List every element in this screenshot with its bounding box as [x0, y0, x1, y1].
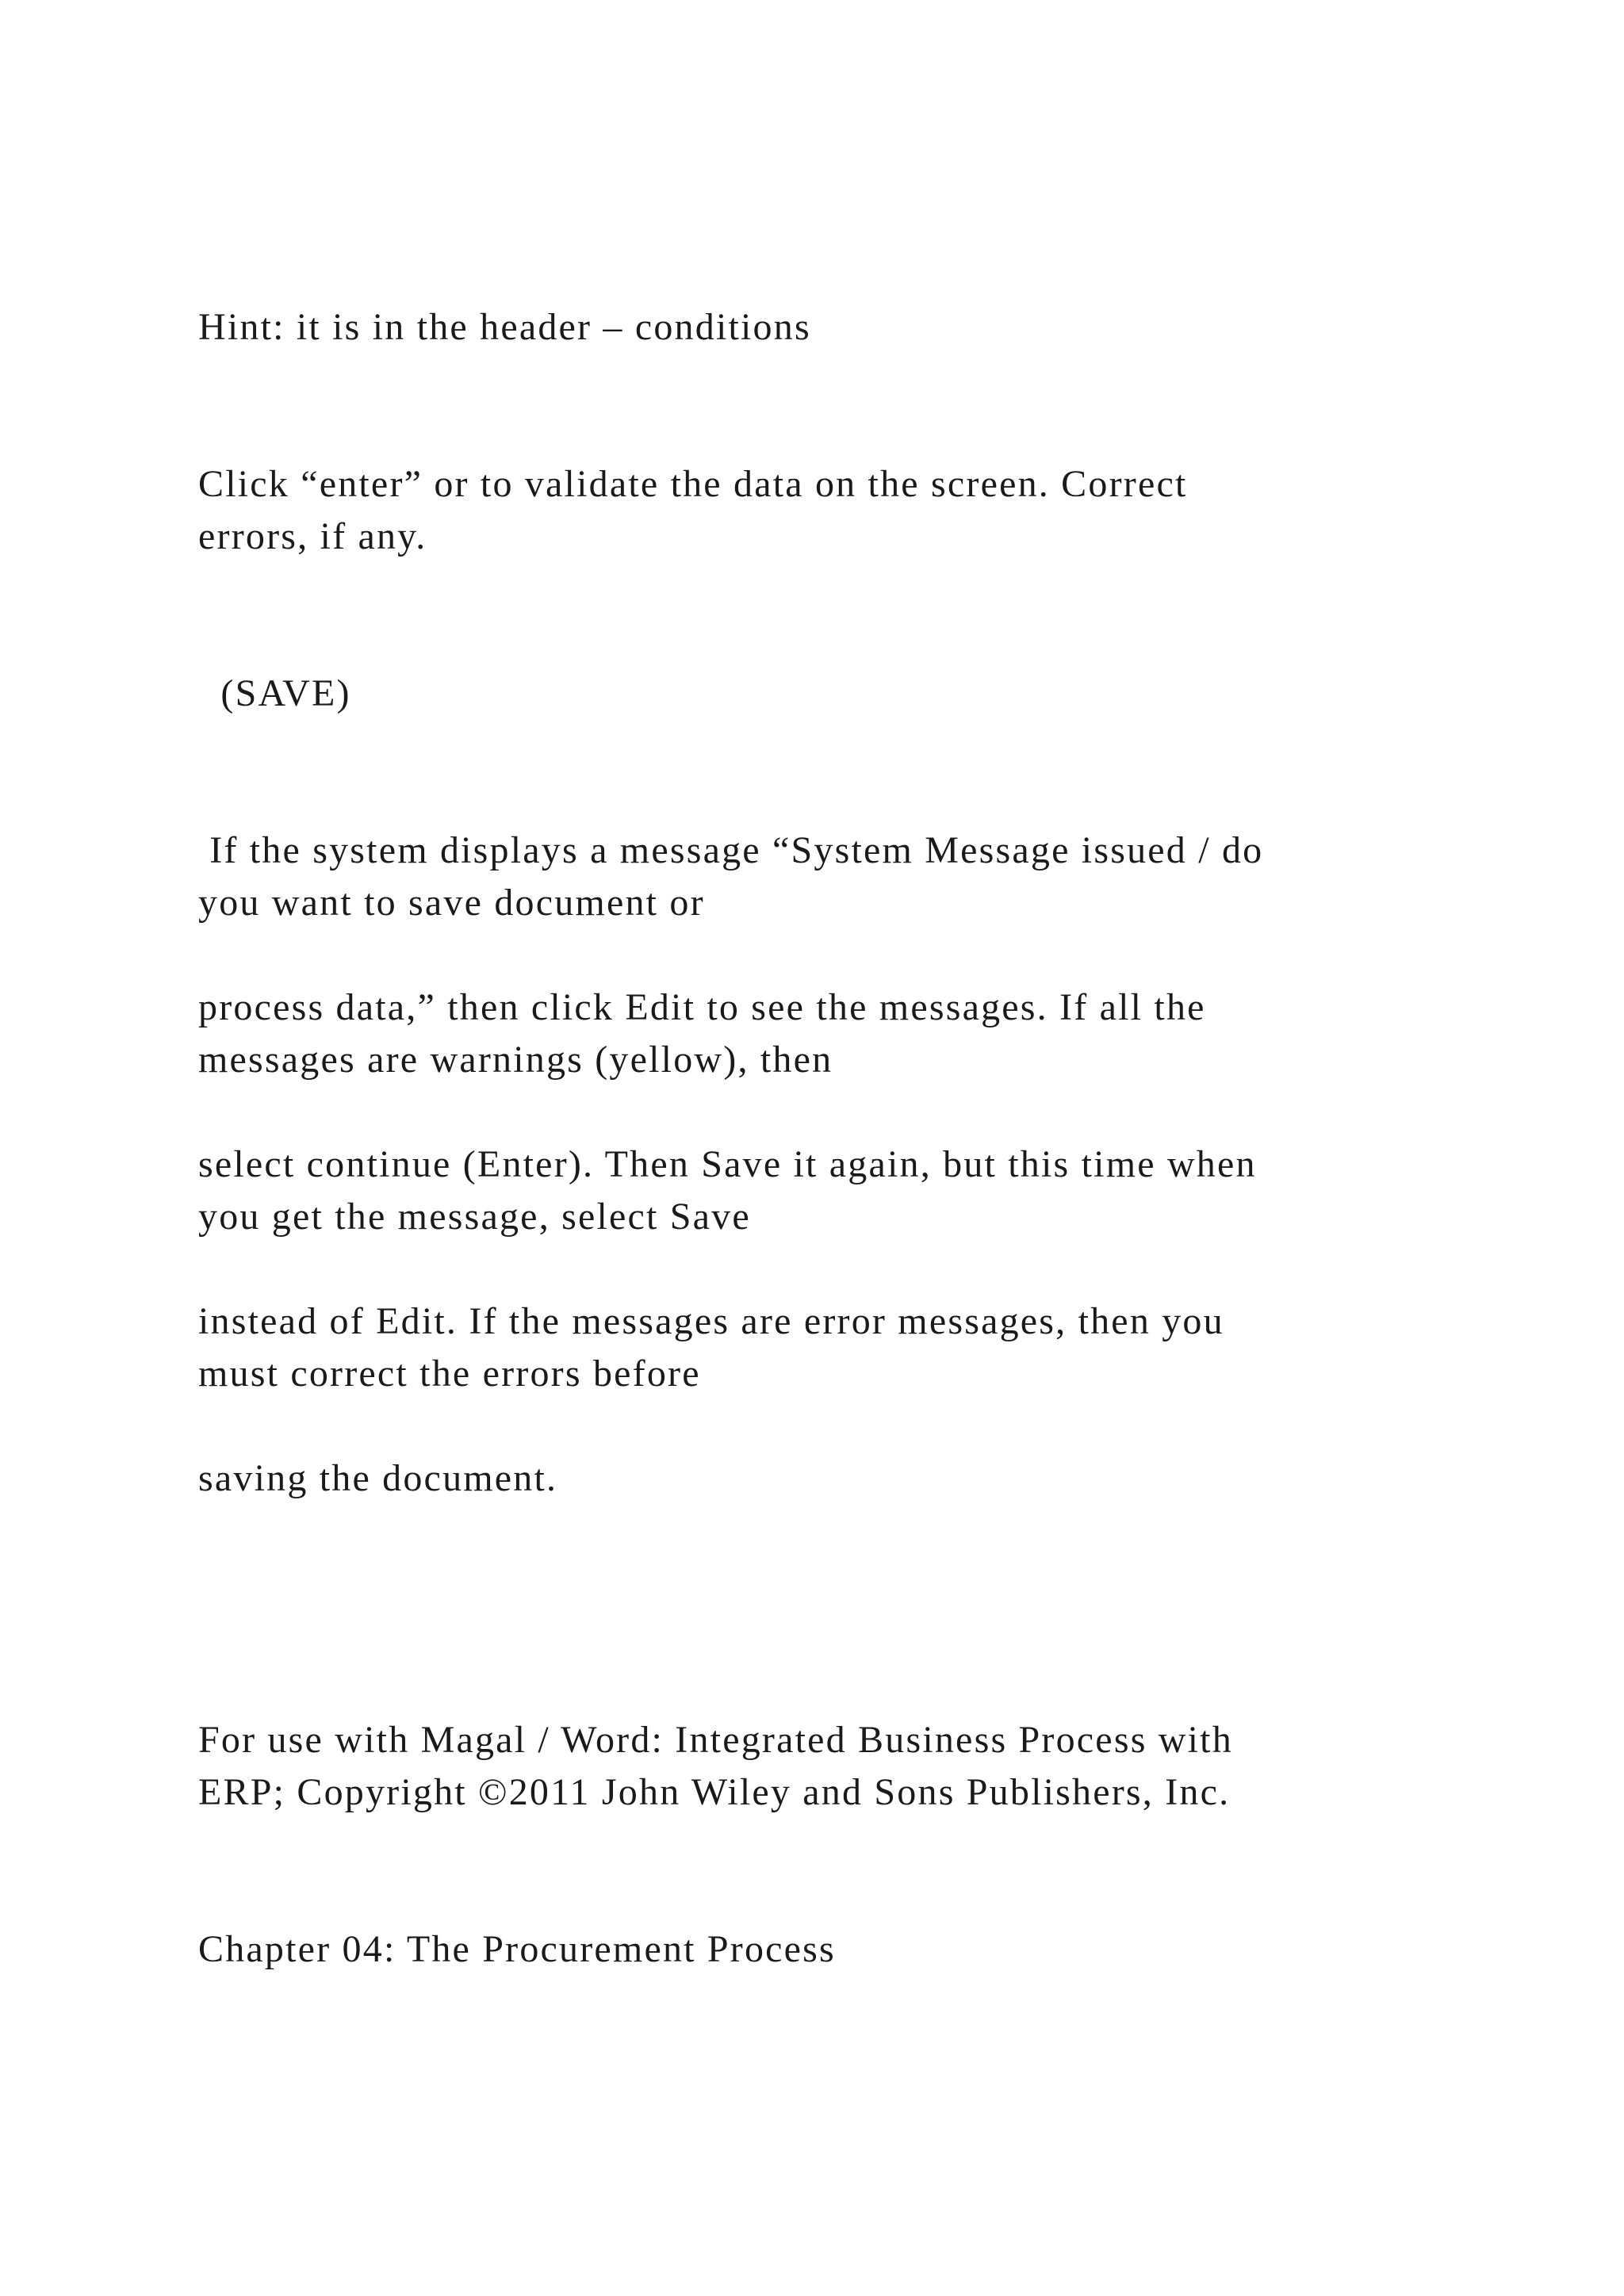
chapter-title: Chapter 04: The Procurement Process [198, 1928, 836, 1970]
message-paragraph-line-9: saving the document. [198, 1457, 558, 1499]
validate-instruction-line-1: Click “enter” or to validate the data on the screen. Correct [198, 463, 1188, 505]
message-paragraph-line-2: you want to save document or [198, 882, 705, 924]
validate-instruction-line-2: errors, if any. [198, 515, 427, 557]
copyright-footer-line-1: For use with Magal / Word: Integrated Business Process with [198, 1719, 1233, 1761]
message-paragraph-line-4: messages are warnings (yellow), then [198, 1039, 833, 1081]
hint-text: Hint: it is in the header – conditions [198, 306, 811, 348]
save-instruction: (SAVE) [198, 672, 351, 714]
message-paragraph-line-1: If the system displays a message “System Message issued / do [198, 829, 1264, 871]
message-paragraph-line-5: select continue (Enter). Then Save it again, but this time when [198, 1143, 1257, 1185]
message-paragraph-line-8: must correct the errors before [198, 1353, 701, 1395]
copyright-footer-line-2: ERP; Copyright ©2011 John Wiley and Sons Publishers, Inc. [198, 1771, 1231, 1813]
message-paragraph-line-6: you get the message, select Save [198, 1196, 751, 1238]
message-paragraph-line-3: process data,” then click Edit to see the messages. If all the [198, 986, 1206, 1028]
message-paragraph-line-7: instead of Edit. If the messages are error messages, then you [198, 1300, 1224, 1342]
